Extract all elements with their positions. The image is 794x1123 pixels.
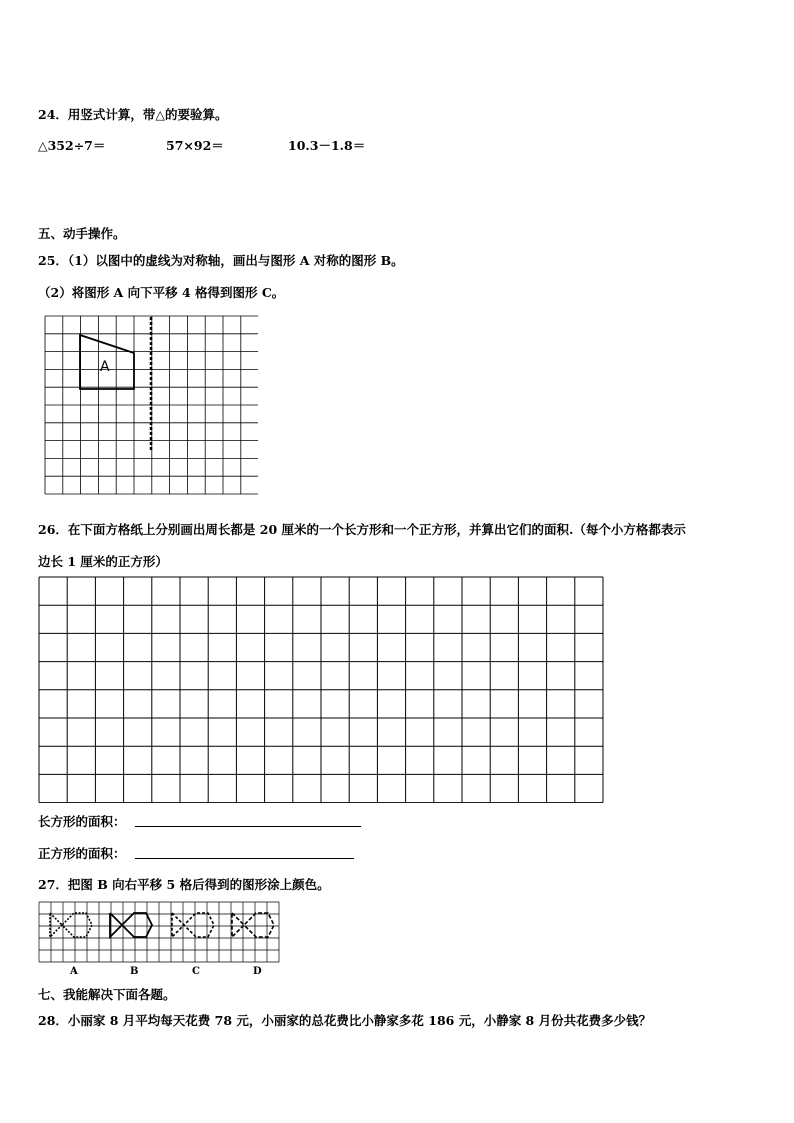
section-7-title: 七、我能解决下面各题。 [38, 987, 176, 1002]
q27-title: 27．把图 B 向右平移 5 格后得到的图形涂上颜色。 [38, 877, 330, 892]
q25-line-2: （2）将图形 A 向下平移 4 格得到图形 C。 [38, 285, 285, 300]
q26-grid [38, 576, 608, 803]
figure-b [110, 913, 152, 937]
q24-expr-3: 10.3－1.8＝ [288, 138, 366, 153]
q24-title: 24．用竖式计算，带△的要验算。 [38, 107, 228, 122]
q26-line-2: 边长 1 厘米的正方形） [38, 554, 168, 569]
q25-line-1: 25．（1）以图中的虚线为对称轴，画出与图形 A 对称的图形 B。 [38, 253, 404, 268]
shape-a-label: A [100, 359, 110, 375]
figure-label-a: A [70, 966, 78, 977]
figure-d [232, 913, 274, 937]
rect-area-label: 长方形的面积： [38, 814, 126, 829]
figure-label-c: C [192, 966, 200, 977]
q24-expr-1: △352÷7＝ [38, 138, 106, 153]
figure-label-b: B [130, 966, 139, 977]
q24-expr-2: 57×92＝ [166, 138, 224, 153]
square-area-answer-line[interactable] [135, 858, 354, 859]
q25-grid [44, 315, 258, 505]
q26-line-1: 26．在下面方格纸上分别画出周长都是 20 厘米的一个长方形和一个正方形，并算出它们的面积.（每个小方格都表示 [38, 522, 686, 537]
rect-area-answer-line[interactable] [135, 826, 361, 827]
q25-grid-svg [44, 315, 258, 505]
figure-c [172, 913, 214, 937]
q26-grid-svg [38, 576, 608, 803]
q28-title: 28．小丽家 8 月平均每天花费 78 元，小丽家的总花费比小静家多花 186 元，小静家 8 月份共花费多少钱？ [38, 1013, 652, 1028]
figure-label-d: D [253, 966, 262, 977]
figure-a [50, 913, 92, 937]
section-5-title: 五、动手操作。 [38, 226, 126, 241]
q27-grid [38, 901, 282, 965]
square-area-label: 正方形的面积： [38, 846, 126, 861]
q27-grid-svg [38, 901, 282, 965]
